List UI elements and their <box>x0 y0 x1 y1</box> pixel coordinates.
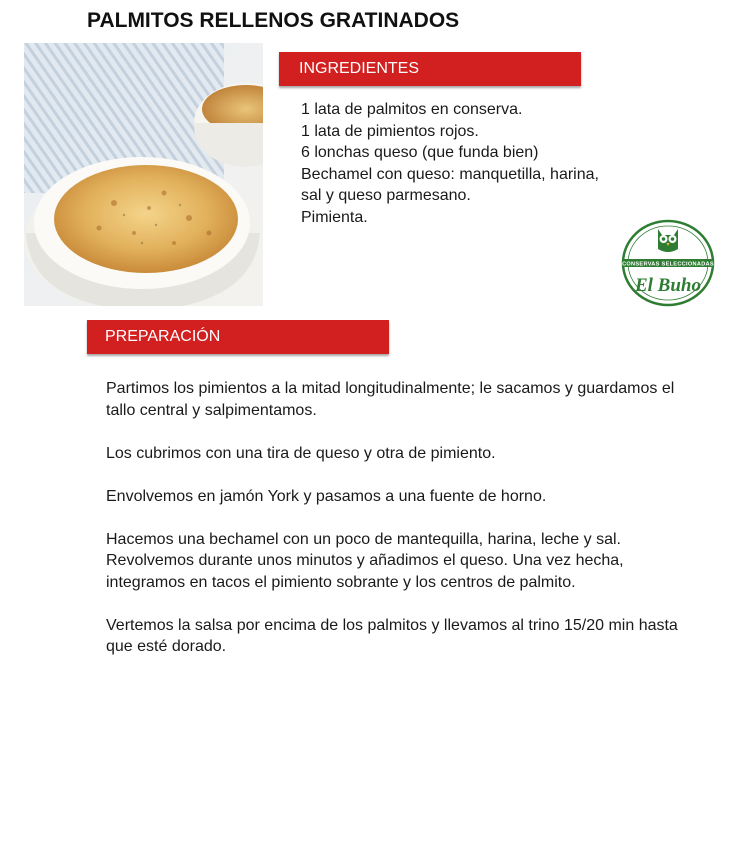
recipe-title: PALMITOS RELLENOS GRATINADOS <box>87 9 460 32</box>
ingredients-list <box>301 99 621 228</box>
ingredient-item: 1 lata de pimientos rojos. <box>301 122 479 140</box>
ingredient-item: 1 lata de palmitos en conserva. <box>301 101 523 118</box>
preparation-step: Envolvemos en jamón York y pasamos a una fuente de horno. <box>106 487 547 505</box>
ingredients-heading: INGREDIENTES <box>279 52 581 86</box>
preparation-heading: PREPARACIÓN <box>87 320 389 354</box>
logo-brand: El Buho <box>634 275 702 296</box>
preparation-step: Partimos los pimientos a la mitad longitudinalmente; le sacamos y guardamos el tallo central y salpimentamos. <box>106 380 675 419</box>
ingredient-item: 6 lonchas queso (que funda bien) <box>301 144 539 161</box>
ingredient-item: Bechamel con queso: manquetilla, harina, <box>301 165 599 183</box>
logo-arc-text: CONSERVAS SELECCIONADAS <box>622 261 714 268</box>
preparation-step: Los cubrimos con una tira de queso y otra de pimiento. <box>106 444 496 462</box>
ingredient-item: sal y queso parmesano. <box>301 187 471 204</box>
preparation-step: Hacemos una bechamel con un poco de mantequilla, harina, leche y sal. Revolvemos durante unos minutos y añadimos el queso. Una vez hecha, integramos en tacos el pimiento sobrante y los centros de palmito. <box>106 530 624 591</box>
preparation-step: Vertemos la salsa por encima de los palmitos y llevamos al trino 15/20 min hasta que esté dorado. <box>106 616 678 655</box>
dish-photo <box>24 43 263 306</box>
preparation-steps <box>106 378 706 679</box>
el-buho-logo <box>620 219 716 307</box>
ingredient-item: Pimienta. <box>301 208 368 226</box>
